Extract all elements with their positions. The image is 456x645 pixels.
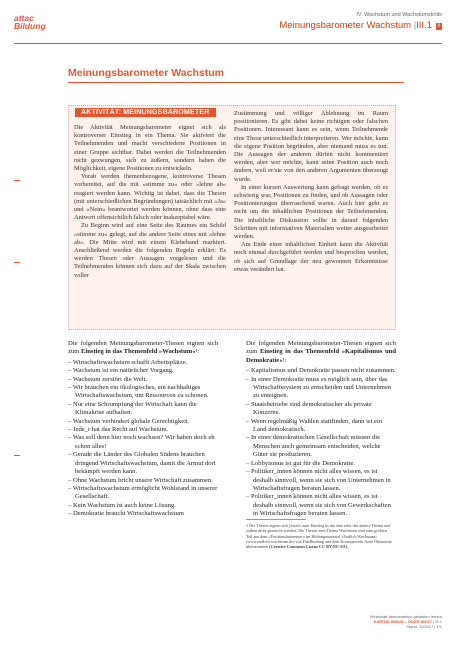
footnote-ref: ¹:: [195, 348, 200, 356]
thesis-item: – Jede_r hat das Recht auf Wachstum.: [68, 426, 218, 434]
thesis-item: – Wachstum verhindert globale Gerechtigkeit.: [68, 418, 218, 426]
thesis-item: – Staatsbetriebe sind demokratischer als private Konzerne.: [246, 401, 396, 418]
thesis-item: – Wachstum zerstört die Welt.: [68, 376, 218, 384]
theses-intro-topic: Einstieg in das Themenfeld »Wachstum«: [81, 348, 196, 356]
header-rule: [14, 43, 442, 44]
thesis-item: – Was soll denn hier noch wachsen? Wir haben doch eh schon alles!: [68, 434, 218, 451]
header-separator: |: [413, 20, 417, 31]
footnote-rule: [246, 519, 306, 520]
header-section: III.1: [416, 20, 432, 31]
margin-mark: [14, 455, 20, 456]
footer-page: 1/1: [436, 624, 442, 629]
theses-kapitalismus: [246, 340, 396, 519]
thesis-item: – Wachstum ist ein natürlicher Vorgang.: [68, 367, 218, 375]
theses-intro-text: Die folgenden Meinungsbarometer-Thesen eignen sich zum: [68, 340, 218, 356]
theses-wachstum: [68, 340, 218, 519]
footer-date-row: Stand: 11/2017 | 1/1: [406, 624, 442, 629]
theses-list: [246, 367, 396, 518]
margin-mark: [14, 262, 20, 263]
activity-paragraph: Zu Beginn wird auf eine Seite des Raumes ein Schild »stimme zu« gelegt, auf die andere Seite eines mit »lehne ab«. Die Mitte wird mit einem Klebeband markiert. Anschließend werden die folgenden Regeln erklärt: Es werden Thesen oder Aussagen vorgelesen und die Teilnehmenden können sich dazu auf der Skala zwischen voller: [74, 222, 226, 279]
info-icon[interactable]: i: [436, 23, 442, 30]
theses-list: [68, 359, 218, 519]
activity-text-right: [234, 110, 388, 274]
thesis-item: – In einer Demokratie muss es möglich sein, über das Wirtschaftssystem zu entscheiden und Unternehmen zu enteignen.: [246, 376, 396, 401]
footer-date: Stand: 11/2017: [406, 624, 434, 629]
activity-paragraph: Vorab werden themenbezogene, kontroverse Thesen vorbereitet, auf die mit »stimme zu« oder »lehne ab« reagiert werden kann. Wichtig ist dabei, dass die Thesen (mit unterschiedlichen Begründungen) tatsächlich mit »Ja« und »Nein« beantwortet werden können, ohne dass eine Antwort offensichtlich falsch oder inakzeptabel wäre.: [74, 173, 226, 222]
title-rule: [68, 82, 404, 83]
footnote-ref: ¹:: [282, 356, 287, 364]
footer-line1: Wirtschaft demokratisch gestalten lernen: [369, 614, 442, 619]
thesis-item: – Politiker_innen können nicht alles wissen, es ist deshalb sinnvoll, wenn sie sich von Gewerkschaften in Wirtschaftsfragen beraten lassen.: [246, 493, 396, 518]
margin-mark: [14, 180, 20, 181]
thesis-item: – Gerade die Länder des Globalen Südens brauchen dringend Wirtschaftswachstum, damit die Armut dort bekämpft werden kann.: [68, 451, 218, 476]
thesis-item: – Nur eine Schrumpfung der Wirtschaft kann die Klimakrise aufhalten.: [68, 401, 218, 418]
logo-line1: attac: [14, 13, 34, 23]
footnote: [246, 523, 394, 549]
activity-text-left: [74, 124, 226, 280]
thesis-item: – Ohne Wachstum bricht unsere Wirtschaft zusammen.: [68, 477, 218, 485]
activity-paragraph: Am Ende einer inhaltlichen Einheit kann die Aktivität noch einmal durchgeführt werden und besprochen werden, ob sich auf Grundlage der neu gewonnen Erkenntnisse etwas verändert hat.: [234, 241, 388, 273]
footnote-text: 1 Die Thesen eignen sich jeweils zum Einstieg in das eine oder das andere Thema und sollten nicht gemischt werden. Die Thesen zum Thema Wachstum sind zum größten Teil aus dem »Positionsbarometer« im Bildungsmaterial »Endlich Wachstum« (www.endlich-wachstum.de) von FairBindung und dem Konzeptwerk Neue Ökonomie übernommen: [246, 523, 392, 550]
thesis-item: – Wirtschaftswachstum ermöglicht Wohlstand in unserer Gesellschaft.: [68, 485, 218, 502]
header-title: Meinungsbarometer Wachstum: [279, 20, 412, 31]
license-link[interactable]: (Creative Commons Lizenz CC BY-NC-SA).: [269, 544, 349, 550]
header-category: IV. Wachstum und Wachstumskritik: [356, 12, 442, 18]
page-footer: [370, 614, 442, 629]
footer-series: KAPITALISMUS – ODER WAS?: [373, 619, 433, 624]
theses-intro: [68, 340, 218, 357]
thesis-item: – Politiker_innen können nicht alles wissen, es ist deshalb sinnvoll, wenn sie sich von Unternehmen in Wirtschaftsfragen beraten lassen.: [246, 468, 396, 493]
activity-paragraph: Zustimmung und völliger Ablehnung im Raum positionieren. Es gibt dabei keine richtigen oder falschen Positionen. Interessant kann es sein, wenn Teilnehmende eine These unterschiedlich interpretieren. Wer möchte, kann die eigene Position begründen, aber niemand muss es tun. Die Aussagen der anderen dürfen nicht kommentiert werden, aber wer möchte, kann seine Position auch noch ändern, weil er/sie von den anderen Argumenten überzeugt wurde.: [234, 110, 388, 183]
footer-section: III.1: [435, 619, 442, 624]
attac-bildung-logo: [14, 14, 46, 30]
logo-line2: Bildung: [14, 21, 46, 31]
footer-series-row: KAPITALISMUS – ODER WAS? | III.1: [373, 619, 442, 624]
theses-intro-topic: Einstieg in das Themenfeld »Kapitalismus und Demokratie«: [246, 348, 396, 364]
activity-paragraph: In einer kurzen Auswertung kann gefragt werden, ob es schwierig war, Positionen zu finden, und ob Aussagen oder Positionierungen überraschend waren. Auch hier geht es nicht um die inhaltlichen Positionen der Teilnehmenden. Die inhaltliche Diskussion sollte in darauf folgenden Schritten mit informativen Materialien weiter ausgearbeitet werden.: [234, 183, 388, 241]
page-title: Meinungsbarometer Wachstum: [68, 67, 224, 79]
thesis-item: – Wir brauchen ein ökologisches, ein nachhaltiges Wirtschaftswachstum, um Ressourcen zu schonen.: [68, 384, 218, 401]
thesis-item: – In einer demokratischen Gesellschaft müssen die Menschen auch gemeinsam entscheiden, welche Güter sie produzieren.: [246, 434, 396, 459]
thesis-item: – Lobbyismus ist gut für die Demokratie.: [246, 460, 396, 468]
thesis-item: – Wirtschaftswachstum schafft Arbeitsplätze.: [68, 359, 218, 367]
thesis-item: – Kapitalismus und Demokratie passen nicht zusammen.: [246, 367, 396, 375]
thesis-item: – Demokratie braucht Wirtschaftswachstum: [68, 510, 218, 518]
header-title-row: [279, 20, 442, 31]
thesis-item: – Kein Wachstum ist auch keine Lösung.: [68, 502, 218, 510]
page-header: [279, 12, 442, 31]
thesis-item: – Wenn regelmäßig Wahlen stattfinden, dann ist ein Land demokratisch.: [246, 418, 396, 435]
activity-paragraph: Die Aktivität Meinungsbarometer eignet sich als kontroverser Einstieg in ein Thema. Sie aktiviert die Teilnehmenden und macht verschiedene Positionen in einer Gruppe sichtbar. Dabei werden die Teilnehmenden nicht gezwungen, sich zu äußern, sondern haben die Möglichkeit, eigene Positionen zu entwickeln.: [74, 124, 226, 173]
activity-label: AKTIVITÄT: MEINUNGSBAROMETER: [75, 108, 216, 117]
theses-intro: [246, 340, 396, 365]
theses-intro-text: Die folgenden Meinungsbarometer-Thesen eignen sich zum: [246, 340, 396, 356]
